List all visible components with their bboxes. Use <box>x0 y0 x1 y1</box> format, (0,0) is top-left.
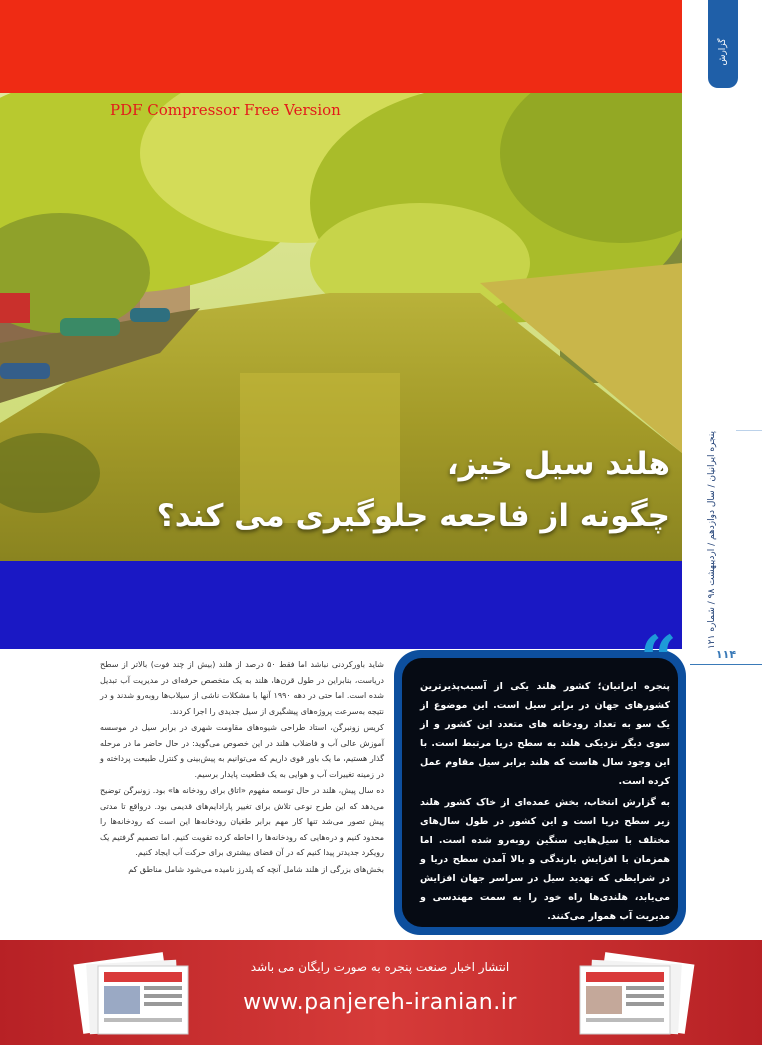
quote-mark-icon: “ <box>640 622 677 697</box>
article-body <box>100 657 384 878</box>
quote-paragraph: به گزارش انتخاب، بخش عمده‌ای از خاک کشور هلند زیر سطح دریا است و این کشور در طول سال‌های مختلف با سیل‌هایی سنگین روبه‌رو شده است. اما همزمان با افزایش بارندگی و بالا آمدن سطح دریا و در شرایطی که تهدید سیل در سراسر جهان افزایش می‌یابد، هلندی‌ها راه خود را به سمت مهندسی و مدیریت آب هموار می‌کنند. <box>420 797 670 922</box>
article-paragraph: شاید باورکردنی نباشد اما فقط ۵۰ درصد از هلند (بیش از چند فوت) بالاتر از سطح دریاست، بنابراین در طول قرن‌ها، هلند به یک متخصص حرفه‌ای در مدیریت آب تبدیل شده است. اما حتی در دهه ۱۹۹۰ آنها با مشکلات ناشی از سیلاب‌ها روبه‌رو شدند و در نتیجه به‌سرعت پروژه‌های پیشگیری از سیل جدیدی را اجرا کردند. <box>100 660 384 716</box>
side-strip <box>682 0 762 1045</box>
newspaper-stack-left-icon <box>58 950 208 1040</box>
headline-line-1: هلند سیل خیز، <box>446 446 670 482</box>
quote-text <box>420 677 670 928</box>
page-number-rule <box>690 664 762 665</box>
page-number: ۱۱۴ <box>715 648 737 661</box>
header-red-band <box>0 0 682 93</box>
side-divider <box>736 430 762 431</box>
blue-band <box>0 561 682 649</box>
pdf-watermark: PDF Compressor Free Version <box>110 101 341 119</box>
article-paragraph: ده سال پیش، هلند در حال توسعه مفهوم «اتاق برای رودخانه ها» بود. زونبرگن توضیح می‌دهد که این طرح نوعی تلاش برای تغییر پارادایم‌های قدیمی بود. درواقع تا مدتی پیش تصور می‌شد تنها کار مهم برابر طغیان رودخانه‌ها این است که رودخانه‌ها را محدود کنیم و دره‌هایی که رودخانه‌ها را احاطه کرده تقویت کنیم. اما تصمیم گرفتیم یک رویکرد جدیدتر پیدا کنیم که در آن فضای بیشتری برای حرکت آب ایجاد کنیم. <box>100 786 384 857</box>
footer-slogan: انتشار اخبار صنعت پنجره به صورت رایگان می باشد <box>250 960 510 974</box>
issue-info <box>702 430 722 650</box>
quote-paragraph: پنجره ایرانیان؛ کشور هلند یکی از آسیب‌پذیرترین کشورهای جهان در برابر سیل است. این موضوع از یک سو به تعداد رودخانه های متعدد این کشور و از سوی دیگر نزدیکی هلند به سطح دریا مرتبط است. با این وجود سال هاست که هلند برابر سیل مقاوم عمل کرده است. <box>420 681 670 787</box>
newspaper-stack-right-icon <box>560 950 710 1040</box>
article-headline <box>156 438 670 542</box>
article-paragraph: بخش‌های بزرگی از هلند شامل آنچه که پلدرز نامیده می‌شود شامل مناطق کم <box>128 864 384 874</box>
headline-line-2: چگونه از فاجعه جلوگیری می کند؟ <box>156 498 670 534</box>
footer-url-link[interactable]: www.panjereh-iranian.ir <box>243 990 517 1015</box>
section-label: گزارش <box>718 38 728 66</box>
section-tab <box>708 0 738 88</box>
issue-info-text: پنجره ایرانیان / سال دوازدهم / اردیبهشت ۹۸ / شماره ۱۲۱ <box>707 430 717 650</box>
article-paragraph: کریس زونبرگن، استاد طراحی شیوه‌های مقاومت شهری در برابر سیل در موسسه آموزش عالی آب و فاضلاب هلند در این خصوص می‌گوید: در حال حاضر ما در مرحله گذار هستیم، ما یک باور قوی داریم که می‌توانیم به پیش‌بینی و کنترل طبیعت پرداخته و در زمینه تغییرات آب و هوایی به یک قطعیت پایدار برسیم. <box>100 723 384 779</box>
